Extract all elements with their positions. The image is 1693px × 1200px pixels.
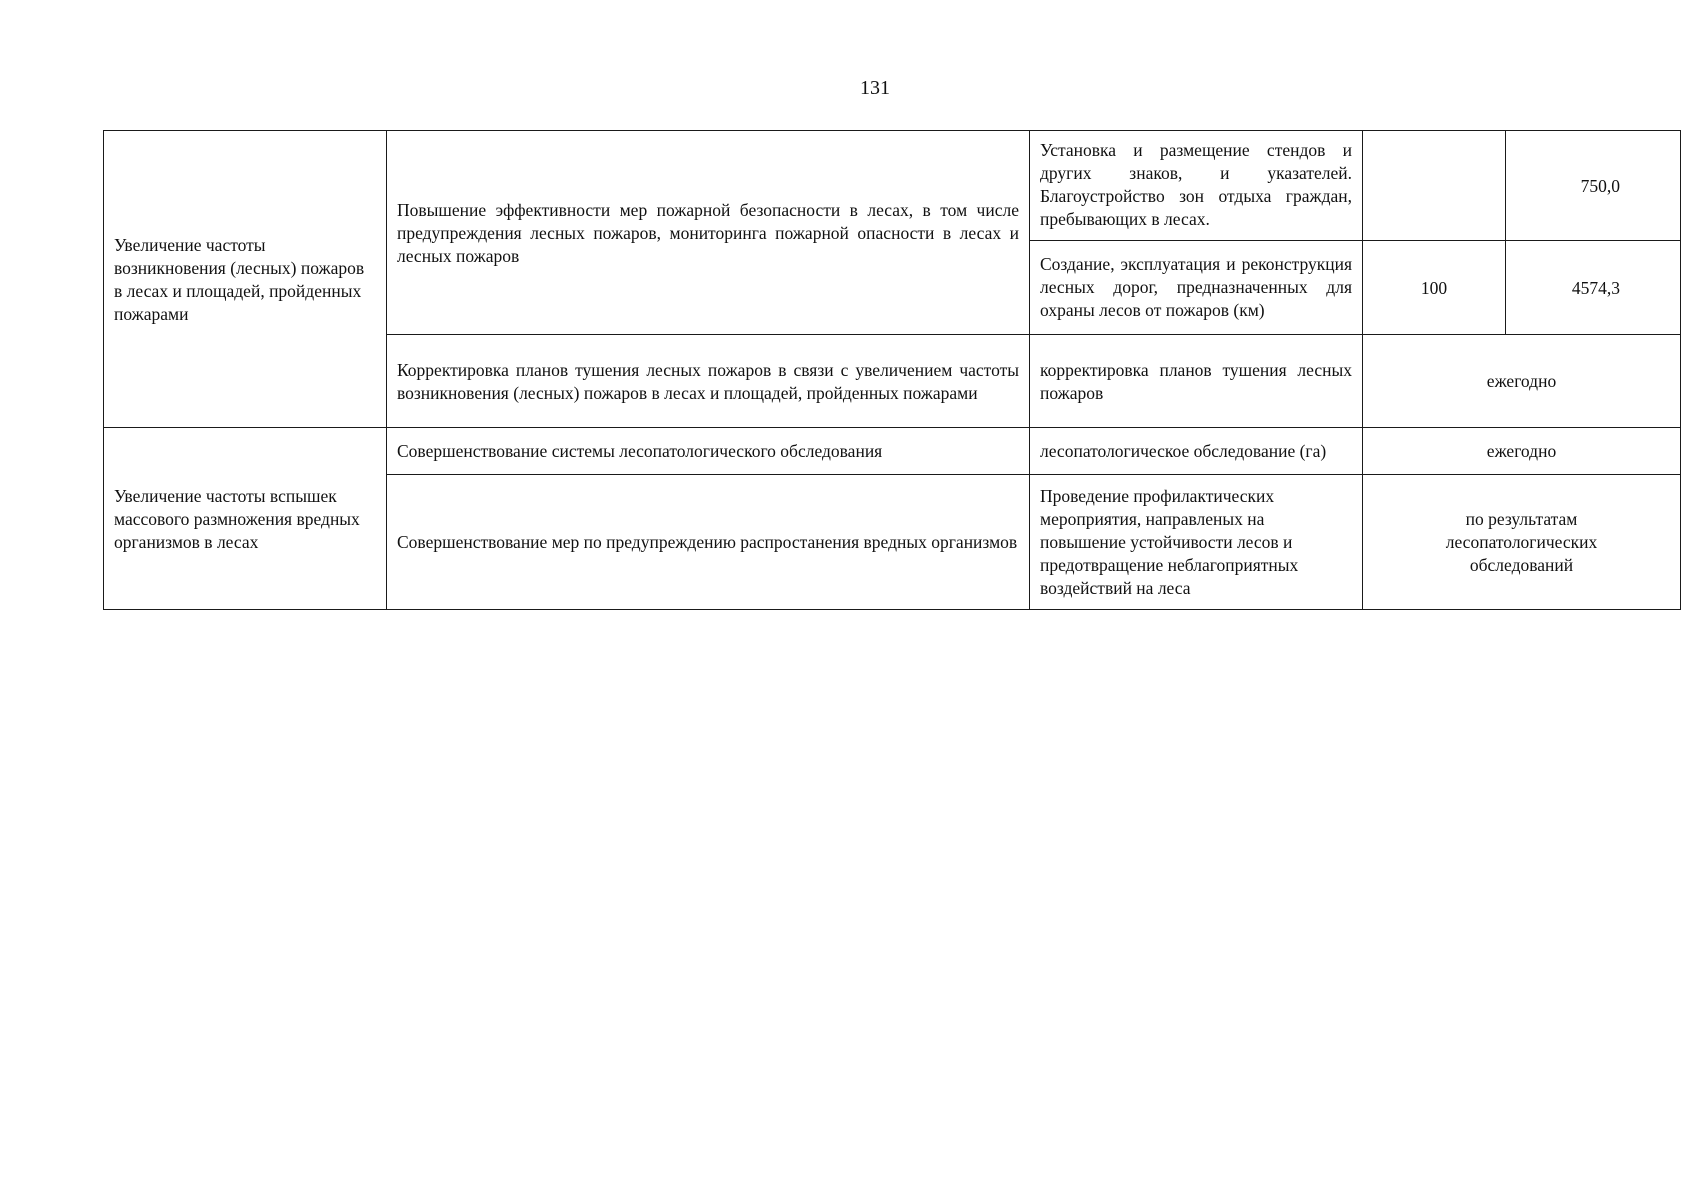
table-row [104,428,1681,475]
measures-table [103,130,1681,610]
volume-cell-roads: 100 [1363,241,1506,335]
term-cell-plans: ежегодно [1363,335,1681,428]
table-row [104,131,1681,241]
measure-cell-fire-safety: Повышение эффективности мер пожарной безопасности в лесах, в том числе предупреждения лесных пожаров, мониторинга пожарной опасности в лесах и лесных пожаров [387,131,1030,335]
measure-cell-prevention: Совершенствование мер по предупреждению распростанения вредных организмов [387,475,1030,610]
measure-cell-plans: Корректировка планов тушения лесных пожаров в связи с увеличением частоты возникновения (лесных) пожаров в лесах и площадей, пройденных пожарами [387,335,1030,428]
cost-cell-stands: 750,0 [1506,131,1681,241]
measure-cell-survey: Совершенствование системы лесопатологического обследования [387,428,1030,475]
term-cell-survey: ежегодно [1363,428,1681,475]
activity-cell-roads: Создание, эксплуатация и реконструкция лесных дорог, предназначенных для охраны лесов от пожаров (км) [1030,241,1363,335]
cost-cell-roads: 4574,3 [1506,241,1681,335]
risk-cell-fires: Увеличение частоты возникновения (лесных) пожаров в лесах и площадей, пройденных пожарами [104,131,387,428]
activity-cell-plans: корректировка планов тушения лесных пожаров [1030,335,1363,428]
volume-cell-stands [1363,131,1506,241]
activity-cell-prevention: Проведение профилактических мероприятия, направленых на повышение устойчивости лесов и предотвращение неблагоприятных воздействий на леса [1030,475,1363,610]
risk-cell-pests: Увеличение частоты вспышек массового размножения вредных организмов в лесах [104,428,387,610]
activity-cell-stands: Установка и размещение стендов и других знаков, и указателей. Благоустройство зон отдыха граждан, пребывающих в лесах. [1030,131,1363,241]
term-cell-prevention: по результатам лесопатологических обследований [1363,475,1681,610]
activity-cell-survey: лесопатологическое обследование (га) [1030,428,1363,475]
page-number: 131 [860,77,890,99]
